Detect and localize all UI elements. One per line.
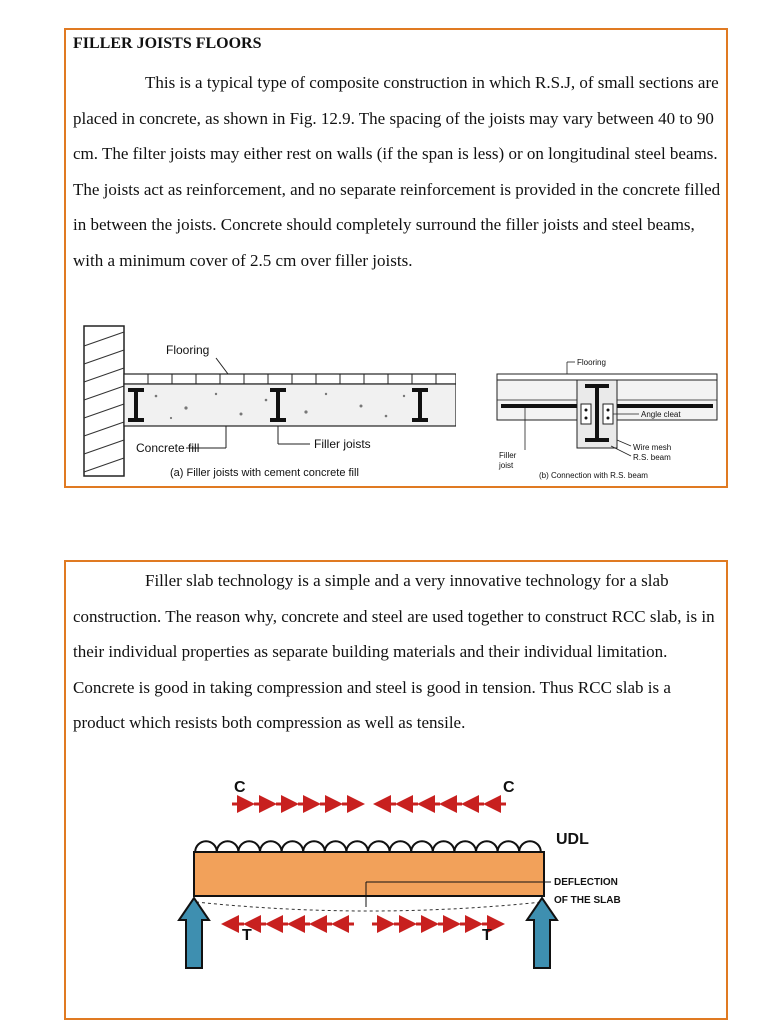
c-left-label: C	[234, 779, 246, 796]
udl-bump	[260, 841, 282, 852]
wire-mesh-label: Wire mesh	[633, 443, 672, 452]
left-support-arrow	[179, 898, 209, 968]
rs-beam-connection-figure-b	[491, 348, 726, 486]
udl-bump	[325, 841, 347, 852]
deflection-label-1: DEFLECTION	[554, 877, 618, 888]
section-paragraph	[73, 65, 725, 278]
flooring-label: Flooring	[166, 343, 210, 357]
paragraph-text: This is a typical type of composite construction in which R.S.J, of small sections are placed in concrete, as shown in Fig. 12.9. The spacing of the joists may vary between 40 to 90 cm. The filter joists may either rest on walls (if the span is less) or on longitudinal steel beams. The joists act as reinforcement, and no separate reinforcement is provided in the concrete filled in between the joists. Concrete should completely surround the filler joists and steel beams, with a minimum cover of 2.5 cm over filler joists.	[73, 73, 721, 270]
section-paragraph	[73, 563, 725, 741]
c-right-label: C	[503, 779, 515, 796]
udl-bump	[498, 841, 520, 852]
udl-bump	[411, 841, 433, 852]
joist-label: joist	[499, 461, 514, 470]
udl-bump	[238, 841, 260, 852]
udl-bump	[368, 841, 390, 852]
udl-bump	[282, 841, 304, 852]
deflection-label-2: OF THE SLAB	[554, 895, 621, 906]
rcc-slab-diagram	[176, 772, 646, 977]
udl-load-bumps	[195, 841, 541, 852]
figure-a-caption: (a) Filler joists with cement concrete fill	[170, 467, 359, 479]
flooring-b-label: Flooring	[577, 358, 606, 367]
t-left-label: T	[242, 927, 252, 944]
right-support-arrow	[527, 898, 557, 968]
udl-bump	[390, 841, 412, 852]
udl-bump	[519, 841, 541, 852]
udl-bump	[217, 841, 239, 852]
angle-cleat-label: Angle cleat	[641, 410, 681, 419]
rs-beam-label: R.S. beam	[633, 453, 671, 462]
udl-bump	[346, 841, 368, 852]
rcc-slab	[194, 852, 544, 896]
udl-bump	[476, 841, 498, 852]
udl-bump	[433, 841, 455, 852]
filler-joists-label: Filler joists	[314, 437, 371, 451]
filler-label: Filler	[499, 451, 517, 460]
section-heading: FILLER JOISTS FLOORS	[73, 35, 262, 52]
filler-joists-section	[64, 28, 728, 488]
udl-bump	[195, 841, 217, 852]
t-right-label: T	[482, 927, 492, 944]
concrete-fill-label: Concrete fill	[136, 441, 200, 455]
figure-b-caption: (b) Connection with R.S. beam	[539, 471, 648, 480]
udl-bump	[303, 841, 325, 852]
paragraph-text: Filler slab technology is a simple and a very innovative technology for a slab construction. The reason why, concrete and steel are used together to construct RCC slab, is in their individual properties as separate building materials and their individual limitation. Concrete is good in taking compression and steel is good in tension. Thus RCC slab is a product which resists both compression as well as tensile.	[73, 571, 715, 732]
udl-label: UDL	[556, 831, 589, 848]
filler-slab-section	[64, 560, 728, 1020]
deflection-curve	[196, 902, 542, 911]
udl-bump	[454, 841, 476, 852]
filler-joists-figure-a	[66, 316, 456, 486]
